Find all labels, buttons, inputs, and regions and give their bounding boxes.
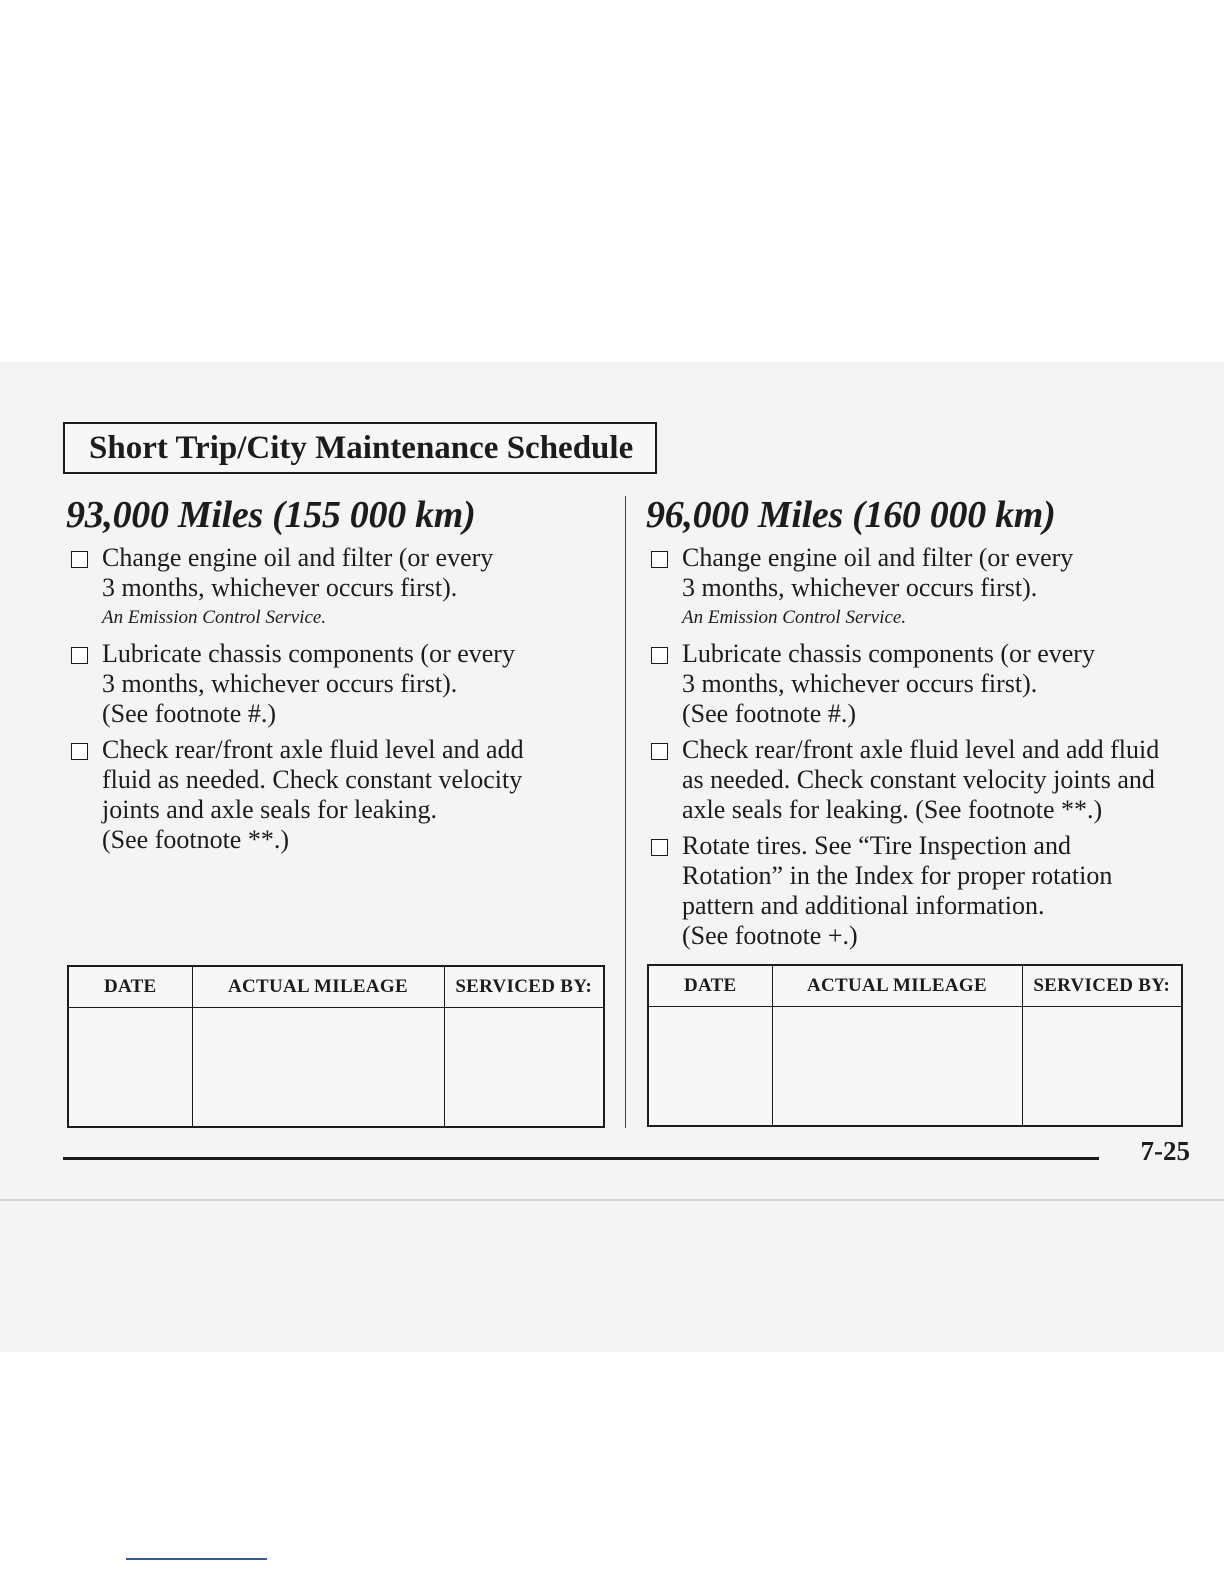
serviced-by-header: SERVICED BY: <box>444 966 604 1008</box>
right-item-rotate-tires: Rotate tires. See “Tire Inspection and Rotation” in the Index for proper rotation pattern and additional information. (See footnote +.) <box>646 831 1191 951</box>
actual-mileage-header: ACTUAL MILEAGE <box>772 965 1022 1007</box>
right-interval-title: 96,000 Miles (160 000 km) <box>646 494 1056 536</box>
checkbox[interactable] <box>71 551 88 568</box>
checkbox[interactable] <box>651 743 668 760</box>
page-number: 7-25 <box>1140 1136 1190 1166</box>
checkbox[interactable] <box>651 551 668 568</box>
right-service-log-table <box>647 964 1183 1127</box>
column-divider <box>625 496 626 1128</box>
date-header: DATE <box>648 965 772 1007</box>
serviced-by-header: SERVICED BY: <box>1022 965 1182 1007</box>
right-item-axle-fluid: Check rear/front axle fluid level and add fluid as needed. Check constant velocity joints and axle seals for leaking. (See footnote **.) <box>646 735 1191 825</box>
actual-mileage-header: ACTUAL MILEAGE <box>192 966 444 1008</box>
page-edge-rule <box>0 1199 1224 1201</box>
schedule-title: Short Trip/City Maintenance Schedule <box>63 422 657 474</box>
emission-note: An Emission Control Service. <box>102 607 327 628</box>
checkbox[interactable] <box>651 647 668 664</box>
emission-note: An Emission Control Service. <box>682 607 907 628</box>
checkbox[interactable] <box>71 743 88 760</box>
actual-mileage-cell[interactable] <box>192 1008 444 1128</box>
serviced-by-cell[interactable] <box>444 1008 604 1128</box>
date-cell[interactable] <box>68 1008 192 1128</box>
footer-rule <box>63 1157 1099 1160</box>
left-interval-title: 93,000 Miles (155 000 km) <box>66 494 476 536</box>
left-item-lubricate-chassis: Lubricate chassis components (or every 3 months, whichever occurs first). (See footnote #.) <box>66 639 616 729</box>
left-service-log-table <box>67 965 605 1128</box>
checkbox[interactable] <box>71 647 88 664</box>
right-interval-section <box>646 493 1191 957</box>
bottom-rule <box>126 1558 267 1560</box>
left-item-oil-change: Change engine oil and filter (or every 3 months, whichever occurs first). An Emission Control Service. <box>66 543 616 633</box>
right-item-lubricate-chassis: Lubricate chassis components (or every 3 months, whichever occurs first). (See footnote #.) <box>646 639 1191 729</box>
date-cell[interactable] <box>648 1007 772 1127</box>
date-header: DATE <box>68 966 192 1008</box>
checkbox[interactable] <box>651 839 668 856</box>
serviced-by-cell[interactable] <box>1022 1007 1182 1127</box>
right-item-oil-change: Change engine oil and filter (or every 3 months, whichever occurs first). An Emission Control Service. <box>646 543 1191 633</box>
left-interval-section <box>66 493 616 861</box>
left-item-axle-fluid: Check rear/front axle fluid level and add fluid as needed. Check constant velocity joints and axle seals for leaking. (See footnote **.) <box>66 735 616 855</box>
actual-mileage-cell[interactable] <box>772 1007 1022 1127</box>
